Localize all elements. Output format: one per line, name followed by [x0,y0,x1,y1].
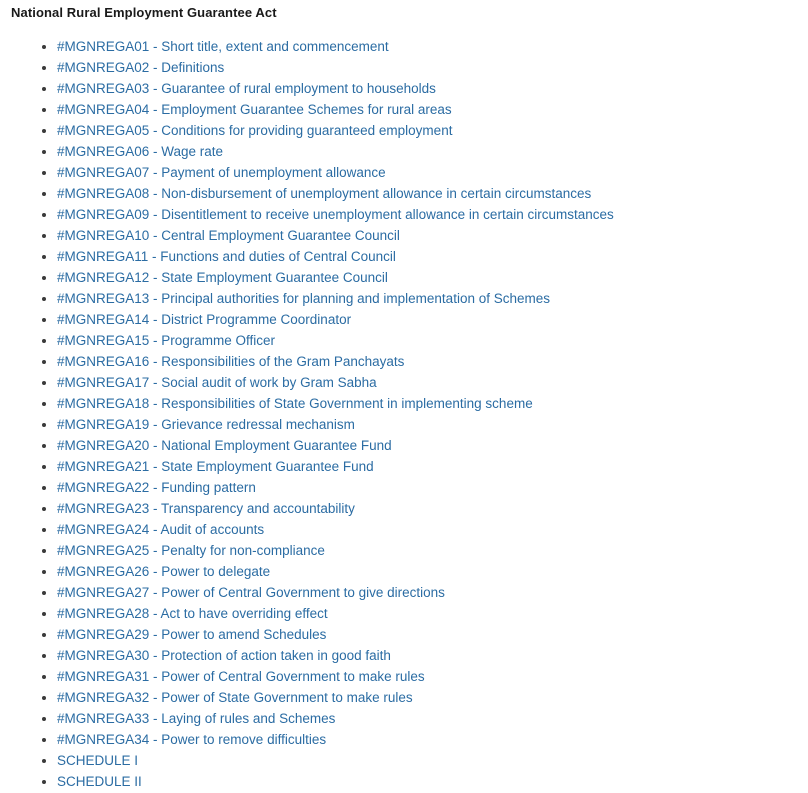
list-item [57,645,808,666]
toc-link[interactable]: #MGNREGA20 - National Employment Guarantee Fund [57,438,392,453]
toc-link[interactable]: #MGNREGA24 - Audit of accounts [57,522,265,537]
list-item [57,603,808,624]
list-item [57,729,808,750]
list-item [57,99,808,120]
list-item [57,78,808,99]
toc-link[interactable]: #MGNREGA02 - Definitions [57,60,225,75]
list-item [57,141,808,162]
list-item [57,561,808,582]
list-item [57,477,808,498]
toc-link[interactable]: #MGNREGA03 - Guarantee of rural employment to households [57,81,436,96]
list-item [57,456,808,477]
list-item [57,225,808,246]
list-item [57,351,808,372]
toc-link[interactable]: #MGNREGA21 - State Employment Guarantee Fund [57,459,374,474]
list-item [57,330,808,351]
list-item [57,162,808,183]
toc-link[interactable]: #MGNREGA34 - Power to remove difficulties [57,732,327,747]
toc-link[interactable]: #MGNREGA29 - Power to amend Schedules [57,627,327,642]
list-item [57,666,808,687]
toc-link[interactable]: #MGNREGA07 - Payment of unemployment allowance [57,165,386,180]
toc-link[interactable]: #MGNREGA32 - Power of State Government to make rules [57,690,413,705]
toc-link[interactable]: #MGNREGA18 - Responsibilities of State Government in implementing scheme [57,396,533,411]
table-of-contents-list [0,36,808,792]
toc-link[interactable]: #MGNREGA16 - Responsibilities of the Gram Panchayats [57,354,405,369]
toc-link[interactable]: #MGNREGA26 - Power to delegate [57,564,271,579]
list-item [57,393,808,414]
toc-link[interactable]: #MGNREGA28 - Act to have overriding effect [57,606,328,621]
toc-link[interactable]: SCHEDULE II [57,774,142,789]
toc-link[interactable]: #MGNREGA33 - Laying of rules and Schemes [57,711,336,726]
toc-link[interactable]: #MGNREGA12 - State Employment Guarantee Council [57,270,388,285]
list-item [57,750,808,771]
list-item [57,183,808,204]
list-item [57,582,808,603]
toc-link[interactable]: #MGNREGA01 - Short title, extent and commencement [57,39,389,54]
toc-link[interactable]: #MGNREGA31 - Power of Central Government to make rules [57,669,425,684]
toc-link[interactable]: SCHEDULE I [57,753,139,768]
page-title: National Rural Employment Guarantee Act [11,5,277,20]
toc-link[interactable]: #MGNREGA04 - Employment Guarantee Schemes for rural areas [57,102,452,117]
toc-link[interactable]: #MGNREGA27 - Power of Central Government to give directions [57,585,445,600]
list-item [57,36,808,57]
toc-link[interactable]: #MGNREGA17 - Social audit of work by Gram Sabha [57,375,377,390]
list-item [57,414,808,435]
list-item [57,246,808,267]
list-item [57,435,808,456]
toc-link[interactable]: #MGNREGA23 - Transparency and accountability [57,501,355,516]
toc-link[interactable]: #MGNREGA19 - Grievance redressal mechanism [57,417,355,432]
list-item [57,288,808,309]
toc-link[interactable]: #MGNREGA15 - Programme Officer [57,333,276,348]
list-item [57,519,808,540]
list-item [57,267,808,288]
list-item [57,771,808,792]
list-item [57,540,808,561]
list-item [57,120,808,141]
toc-link[interactable]: #MGNREGA08 - Non-disbursement of unemployment allowance in certain circumstances [57,186,592,201]
toc-link[interactable]: #MGNREGA30 - Protection of action taken in good faith [57,648,391,663]
toc-link[interactable]: #MGNREGA25 - Penalty for non-compliance [57,543,325,558]
list-item [57,309,808,330]
toc-link[interactable]: #MGNREGA06 - Wage rate [57,144,224,159]
list-item [57,57,808,78]
toc-link[interactable]: #MGNREGA14 - District Programme Coordinator [57,312,352,327]
toc-link[interactable]: #MGNREGA09 - Disentitlement to receive unemployment allowance in certain circumstances [57,207,614,222]
toc-link[interactable]: #MGNREGA13 - Principal authorities for planning and implementation of Schemes [57,291,550,306]
list-item [57,498,808,519]
list-item [57,687,808,708]
toc-link[interactable]: #MGNREGA22 - Funding pattern [57,480,256,495]
list-item [57,708,808,729]
toc-link[interactable]: #MGNREGA11 - Functions and duties of Central Council [57,249,396,264]
toc-link[interactable]: #MGNREGA05 - Conditions for providing guaranteed employment [57,123,453,138]
toc-link[interactable]: #MGNREGA10 - Central Employment Guarantee Council [57,228,400,243]
list-item [57,204,808,225]
list-item [57,372,808,393]
list-item [57,624,808,645]
